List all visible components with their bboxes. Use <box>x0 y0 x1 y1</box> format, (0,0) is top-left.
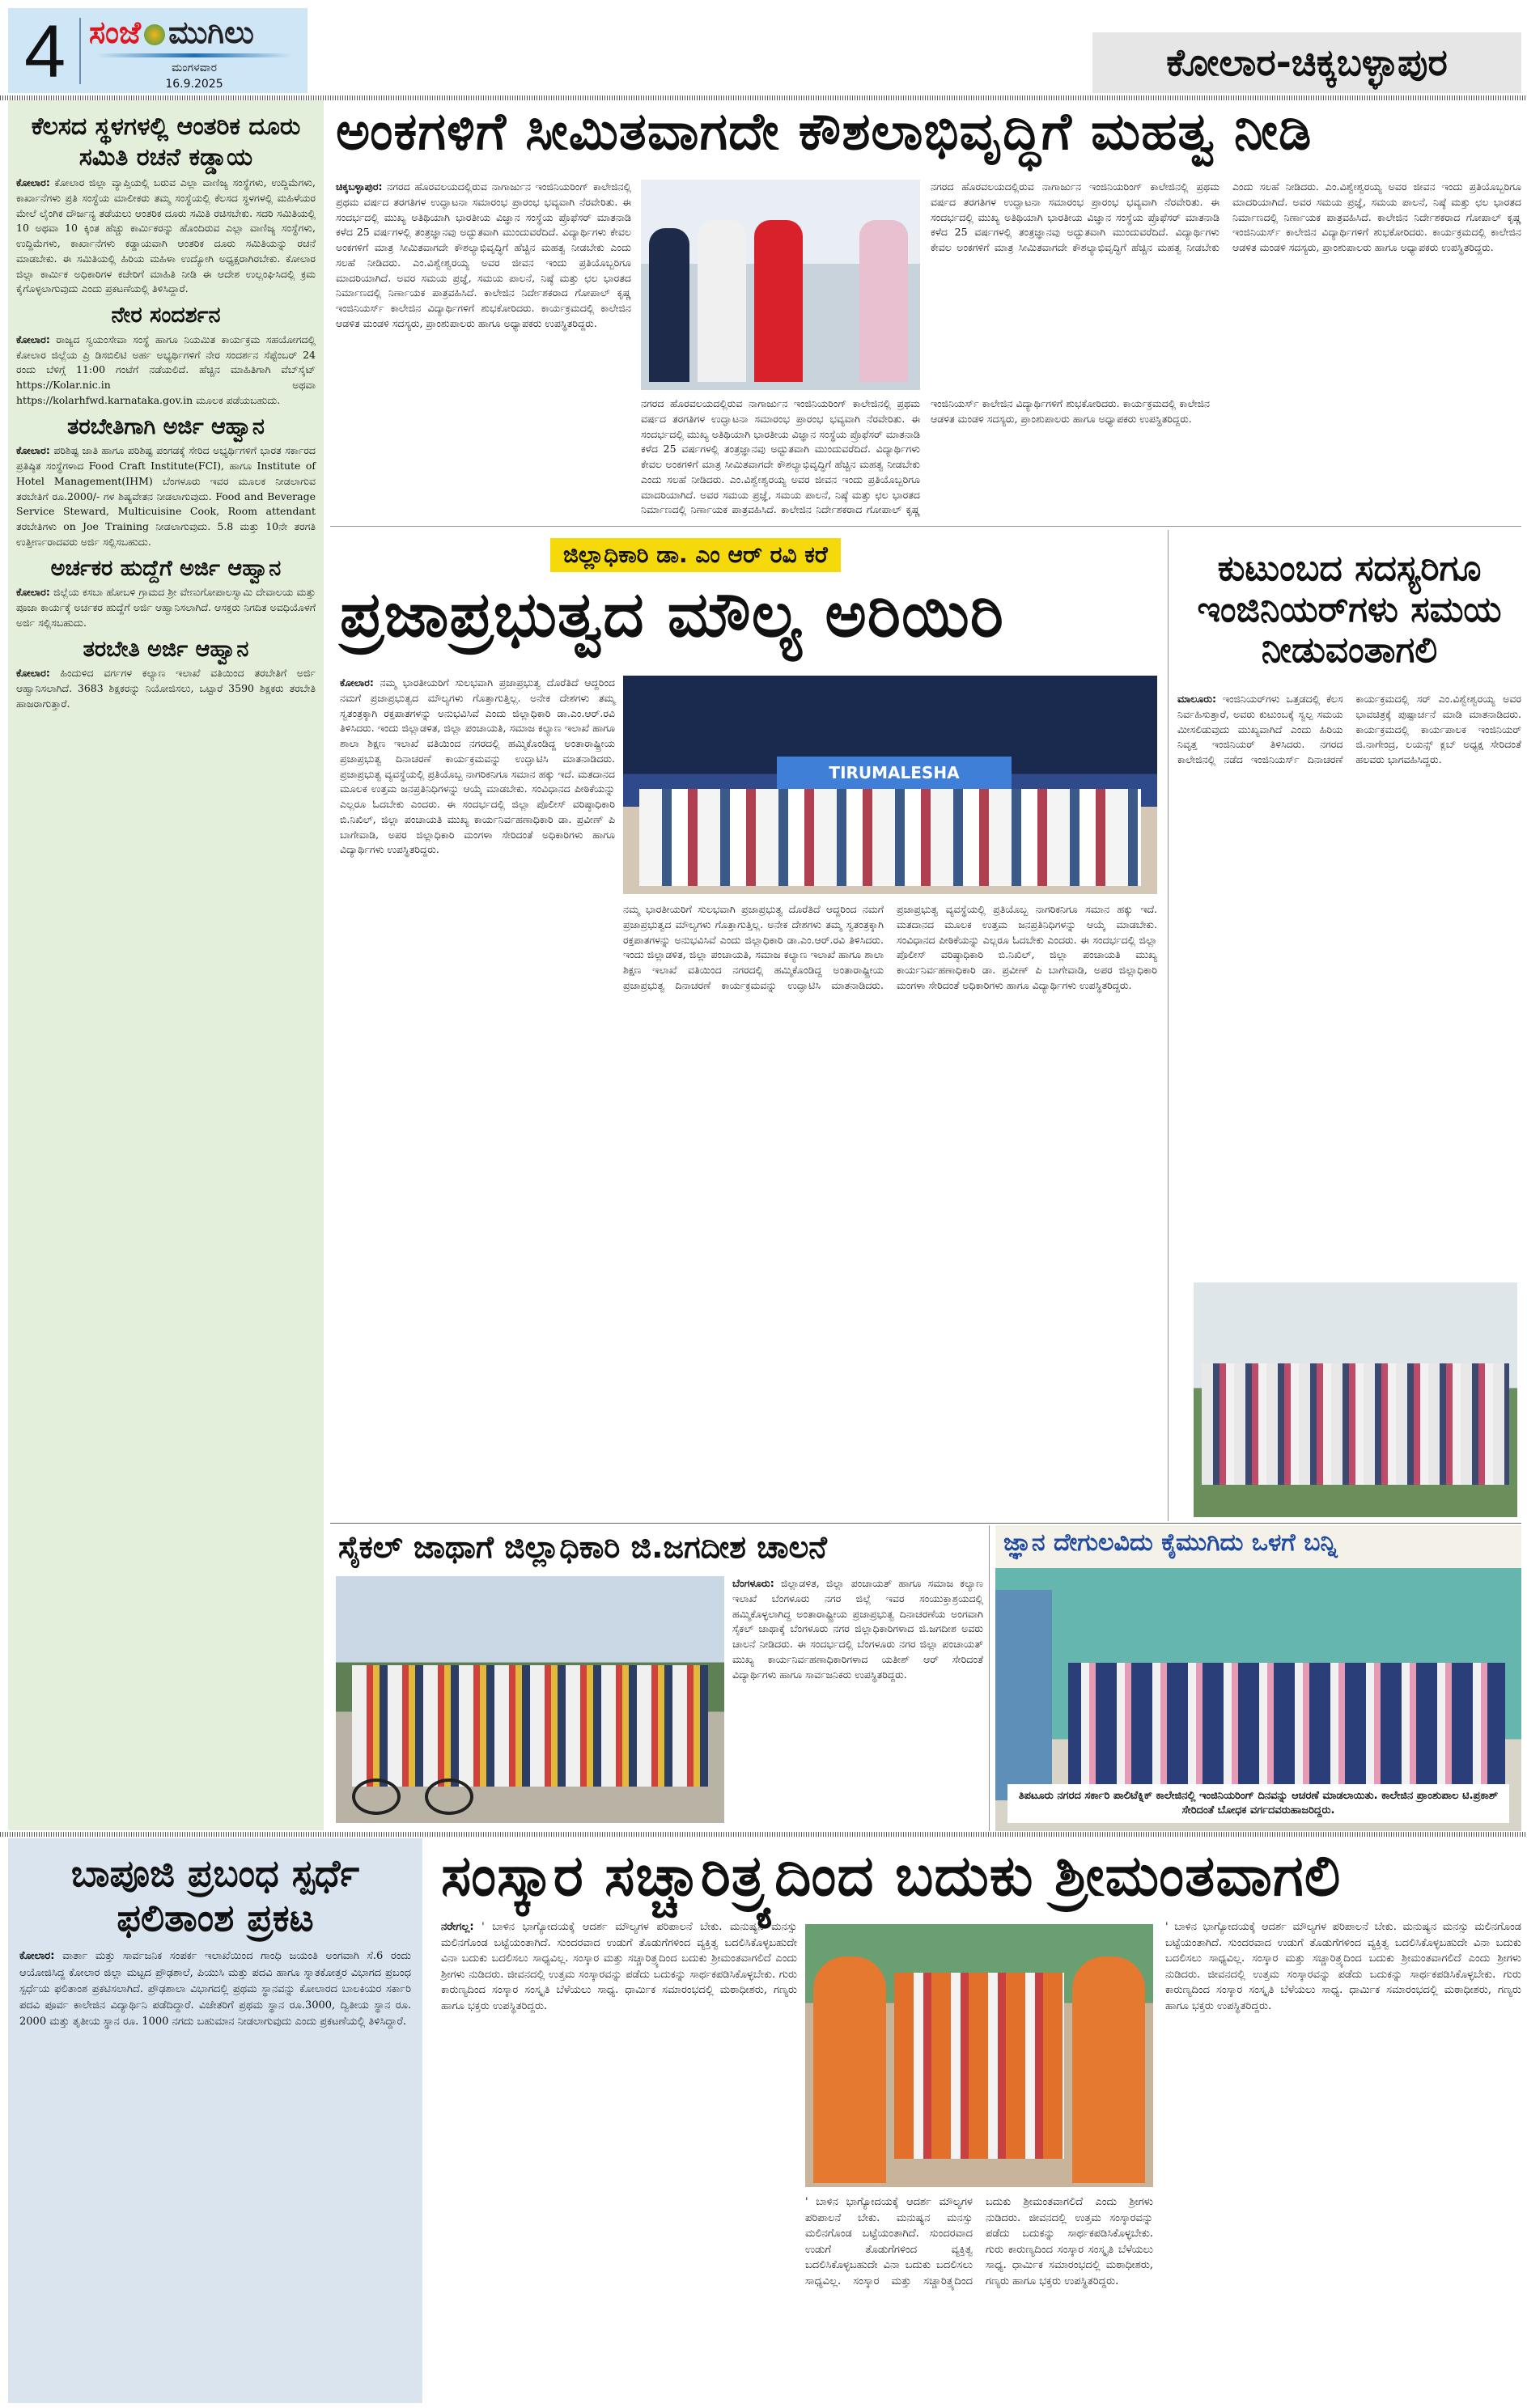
dateline: ನರೇಗಲ್ಲ: <box>441 1921 474 1933</box>
essay-story <box>8 1838 422 2403</box>
logo-right: ಮುಗಿಲು <box>168 15 254 50</box>
democracy-body-cont: ನಮ್ಮ ಭಾರತೀಯರಿಗೆ ಸುಲಭವಾಗಿ ಪ್ರಜಾಪ್ರಭುತ್ವ ದೊರೆತಿದೆ ಆದ್ದರಿಂದ ನಮಗೆ ಪ್ರಜಾಪ್ರಭುತ್ವದ ಮೌಲ್ಯಗಳು ಗೊತ್ತಾಗುತ್ತಿಲ್ಲ. ಅನೇಕ ದೇಶಗಳು ತಮ್ಮ ಸ್ವತಂತ್ರಕ್ಕಾಗಿ ರಕ್ತಪಾತಗಳನ್ನು ಅನುಭವಿಸಿವೆ ಎಂದು ಜಿಲ್ಲಾಧಿಕಾರಿ ಡಾ.ಎಂ.ಆರ್.ರವಿ ತಿಳಿಸಿದರು. ಇಂದು ಜಿಲ್ಲಾಡಳಿತ, ಜಿಲ್ಲಾ ಪಂಚಾಯತಿ, ಸಮಾಜ ಕಲ್ಯಾಣ ಇಲಾಖೆ ಹಾಗೂ ಶಾಲಾ ಶಿಕ್ಷಣ ಇಲಾಖೆ ವತಿಯಿಂದ ನಗರದಲ್ಲಿ ಹಮ್ಮಿಕೊಂಡಿದ್ದ ಅಂತಾರಾಷ್ಟ್ರೀಯ ಪ್ರಜಾಪ್ರಭುತ್ವ ದಿನಾಚರಣೆ ಕಾರ್ಯಕ್ರಮವನ್ನು ಉದ್ಘಾಟಿಸಿ ಮಾತನಾಡಿದರು. ಪ್ರಜಾಪ್ರಭುತ್ವ ವ್ಯವಸ್ಥೆಯಲ್ಲಿ ಪ್ರತಿಯೊಬ್ಬ ನಾಗರಿಕನಿಗೂ ಸಮಾನ ಹಕ್ಕು ಇದೆ. ಮತದಾನದ ಮೂಲಕ ಉತ್ತಮ ಜನಪ್ರತಿನಿಧಿಗಳನ್ನು ಆಯ್ಕೆ ಮಾಡಬೇಕು. ಸಂವಿಧಾನದ ಪೀಠಿಕೆಯನ್ನು ಎಲ್ಲರೂ ಓದಬೇಕು ಎಂದರು. ಈ ಸಂದರ್ಭದಲ್ಲಿ ಜಿಲ್ಲಾ ಪೊಲೀಸ್ ವರಿಷ್ಠಾಧಿಕಾರಿ ಬಿ.ನಿಖಿಲ್, ಜಿಲ್ಲಾ ಪಂಚಾಯತಿ ಮುಖ್ಯ ಕಾರ್ಯನಿರ್ವಹಣಾಧಿಕಾರಿ ಡಾ. ಪ್ರವೀಣ್ ಪಿ ಬಾಗೇವಾಡಿ, ಅಪರ ಜಿಲ್ಲಾಧಿಕಾರಿ ಮಂಗಳಾ ಸೇರಿದಂತೆ ಅಧಿಕಾರಿಗಳು ಹಾಗೂ ವಿದ್ಯಾರ್ಥಿಗಳು ಉಪಸ್ಥಿತರಿದ್ದರು. <box>623 903 1157 991</box>
top-story-col <box>641 396 1210 518</box>
samskara-col <box>441 1919 797 2401</box>
school-wall-banner: ಜ್ಞಾನ ದೇಗುಲವಿದು ಕೈಮುಗಿದು ಒಳಗೆ ಬನ್ನಿ <box>1003 1528 1338 1557</box>
dateline: ಕೋಲಾರ: <box>340 676 374 689</box>
photo-students-row <box>1068 1663 1505 1784</box>
dateline: ಕೋಲಾರ: <box>16 333 50 346</box>
brief-body: ಜಿಲ್ಲೆಯ ಕಸಬಾ ಹೋಬಳಿ ಗ್ರಾಮದ ಶ್ರೀ ವೇಣುಗೋಪಾಲಸ್ವಾಮಿ ದೇವಾಲಯ ಮತ್ತು ಪೂಜಾ ಕಾರ್ಯಕ್ಕೆ ಅರ್ಚಕರ ಹುದ್ದೆಗೆ ಅರ್ಜಿ ಆಹ್ವಾನಿಸಲಾಗಿದೆ. ಆಸಕ್ತರು ನಿಗದಿತ ಅವಧಿಯೊಳಗೆ ಅರ್ಜಿ ಸಲ್ಲಿಸಬಹುದು. <box>16 586 316 629</box>
essay-headline: ಬಾಪೂಜಿ ಪ್ರಬಂಧ ಸ್ಪರ್ಧೆ ಫಲಿತಾಂಶ ಪ್ರಕಟ <box>70 1851 360 1940</box>
photo-swamiji <box>1072 1956 1145 2183</box>
dateline: ಕೋಲಾರ: <box>16 667 50 680</box>
photo-person <box>649 228 689 382</box>
brief-headline: ತರಬೇತಿಗಾಗಿ ಅರ್ಜಿ ಆಹ್ವಾನ <box>67 413 265 439</box>
photo-person <box>859 220 908 382</box>
engineer-col <box>1177 692 1521 1274</box>
kicker: ಜಿಲ್ಲಾಧಿಕಾರಿ ಡಾ. ಎಂ ಆರ್ ರವಿ ಕರೆ <box>550 538 841 572</box>
samskara-col <box>805 2194 1153 2401</box>
masthead-divider <box>79 18 81 84</box>
photo-cyclists <box>352 1665 708 1787</box>
engineer-photo <box>1194 1282 1517 1517</box>
masthead-rule <box>97 53 291 57</box>
brief-article <box>16 112 316 297</box>
top-story-col <box>931 180 1521 519</box>
photo-swamiji <box>813 1956 886 2183</box>
divider <box>330 1523 1521 1524</box>
photo-speaker <box>995 1590 1052 1800</box>
top-story-body-cont: ನಗರದ ಹೊರವಲಯದಲ್ಲಿರುವ ನಾಗಾರ್ಜುನ ಇಂಜಿನಿಯರಿಂಗ್ ಕಾಲೇಜಿನಲ್ಲಿ ಪ್ರಥಮ ವರ್ಷದ ತರಗತಿಗಳ ಉದ್ಘಾಟನಾ ಸಮಾರಂಭ ಪ್ರಾರಂಭ ಭವ್ಯವಾಗಿ ನೆರವೇರಿತು. ಈ ಸಂದರ್ಭದಲ್ಲಿ ಮುಖ್ಯ ಅತಿಥಿಯಾಗಿ ಭಾರತೀಯ ವಿಜ್ಞಾನ ಸಂಸ್ಥೆಯ ಪ್ರೊಫೆಸರ್ ಮಾತನಾಡಿ ಕಳೆದ 25 ವರ್ಷಗಳಲ್ಲಿ ತಂತ್ರಜ್ಞಾನವು ಅದ್ಭುತವಾಗಿ ಮುಂದುವರೆದಿದೆ. ವಿದ್ಯಾರ್ಥಿಗಳು ಕೇವಲ ಅಂಕಗಳಿಗೆ ಮಾತ್ರ ಸೀಮಿತವಾಗದೇ ಕೌಶಲ್ಯಾಭಿವೃದ್ಧಿಗೆ ಹೆಚ್ಚಿನ ಮಹತ್ವ ನೀಡಬೇಕು ಎಂದು ಸಲಹೆ ನೀಡಿದರು. ಎಂ.ವಿಶ್ವೇಶ್ವರಯ್ಯ ಅವರ ಜೀವನ ಇಂದು ಪ್ರತಿಯೊಬ್ಬರಿಗೂ ಮಾದರಿಯಾಗಿದೆ. ಅವರ ಸಮಯ ಪ್ರಜ್ಞೆ, ಸಮಯ ಪಾಲನೆ, ನಿಷ್ಠೆ ಮತ್ತು ಛಲ ಭಾರತದ ನಿರ್ಮಾಣದಲ್ಲಿ ನಿರ್ಣಾಯಕ ಪಾತ್ರವಹಿಸಿದೆ. ಕಾಲೇಜಿನ ನಿರ್ದೇಶಕರಾದ ಗೋಪಾಲ್ ಕೃಷ್ಣ ಇಂಜಿನಿಯರ್ಸ್ ಕಾಲೇಜಿನ ವಿದ್ಯಾರ್ಥಿಗಳಿಗೆ ಶುಭಕೋರಿದರು. ಕಾರ್ಯಕ್ರಮದಲ್ಲಿ ಕಾಲೇಜಿನ ಆಡಳಿತ ಮಂಡಳಿ ಸದಸ್ಯರು, ಪ್ರಾಂಶುಪಾಲರು ಹಾಗೂ ಅಧ್ಯಾಪಕರು ಉಪಸ್ಥಿತರಿದ್ದರು. <box>641 397 1210 516</box>
photo-banner: TIRUMALESHA <box>777 757 1012 789</box>
dateline: ಮಾಲೂರು: <box>1177 693 1216 705</box>
samskara-body-cont: ' ಬಾಳಿನ ಭಾಗ್ಯೋದಯಕ್ಕೆ ಆದರ್ಶ ಮೌಲ್ಯಗಳ ಪರಿಪಾಲನೆ ಬೇಕು. ಮನುಷ್ಯನ ಮನಸ್ಸು ಮಲಿನಗೊಂಡ ಬಟ್ಟೆಯಂತಾಗಿದೆ. ಸುಂದರವಾದ ಉಡುಗೆ ತೊಡುಗೆಗಳಿಂದ ವ್ಯಕ್ತಿತ್ವ ಬದಲಿಸಿಕೊಳ್ಳಬಹುದೇ ವಿನಾ ಬದುಕು ಬದಲಿಸಲು ಸಾಧ್ಯವಿಲ್ಲ. ಸಂಸ್ಕಾರ ಮತ್ತು ಸಚ್ಚಾರಿತ್ರ್ಯದಿಂದ ಬದುಕು ಶ್ರೀಮಂತವಾಗಲಿದೆ ಎಂದು ಶ್ರೀಗಳು ನುಡಿದರು. ಜೀವನದಲ್ಲಿ ಉತ್ತಮ ಸಂಸ್ಕಾರವನ್ನು ಪಡೆದು ಬದುಕನ್ನು ಸಾರ್ಥಕಪಡಿಸಿಕೊಳ್ಳಬೇಕು. ಗುರು ಕಾರುಣ್ಯದಿಂದ ಸಂಸ್ಕಾರ ಸಂಸ್ಕೃತಿ ಬೆಳೆಯಲು ಸಾಧ್ಯ. ಧಾರ್ಮಿಕ ಸಮಾರಂಭದಲ್ಲಿ ಮಠಾಧೀಶರು, ಗಣ್ಯರು ಹಾಗೂ ಭಕ್ತರು ಉಪಸ್ಥಿತರಿದ್ದರು. <box>805 2196 1153 2287</box>
photo-people-row <box>639 789 1141 886</box>
brief-article <box>16 555 316 631</box>
photo-person <box>754 220 803 382</box>
cycle-col <box>732 1576 983 1827</box>
page-number: 4 <box>24 11 66 93</box>
cycle-body: ಜಿಲ್ಲಾಡಳಿತ, ಜಿಲ್ಲಾ ಪಂಚಾಯತ್ ಹಾಗೂ ಸಮಾಜ ಕಲ್ಯಾಣ ಇಲಾಖೆ ಬೆಂಗಳೂರು ನಗರ ಜಿಲ್ಲೆ ಇವರ ಸಂಯುಕ್ತಾಶ್ರಯದಲ್ಲಿ ಹಮ್ಮಿಕೊಳ್ಳಲಾಗಿದ್ದ ಅಂತಾರಾಷ್ಟ್ರೀಯ ಪ್ರಜಾಪ್ರಭುತ್ವ ದಿನಾಚರಣೆಯ ಅಂಗವಾಗಿ ಸೈಕಲ್ ಜಾಥಾಕ್ಕೆ ಬೆಂಗಳೂರು ನಗರ ಜಿಲ್ಲಾಧಿಕಾರಿಗಳಾದ ಜಿ.ಜಗದೀಶ ಅವರು ಚಾಲನೆ ನೀಡಿದರು. ಈ ಸಂದರ್ಭದಲ್ಲಿ ಬೆಂಗಳೂರು ನಗರ ಜಿಲ್ಲಾ ಪಂಚಾಯತ್ ಮುಖ್ಯ ಕಾರ್ಯನಿರ್ವಹಣಾಧಿಕಾರಿಗಳಾದ ಯತೀಶ್ ಆರ್ ಸೇರಿದಂತೆ ವಿದ್ಯಾರ್ಥಿಗಳು ಹಾಗೂ ಸಾರ್ವಜನಿಕರು ಉಪಸ್ಥಿತರಿದ್ದರು. <box>732 1577 983 1681</box>
photo-people-row <box>894 1973 1064 2159</box>
democracy-body: ನಮ್ಮ ಭಾರತೀಯರಿಗೆ ಸುಲಭವಾಗಿ ಪ್ರಜಾಪ್ರಭುತ್ವ ದೊರೆತಿದೆ ಆದ್ದರಿಂದ ನಮಗೆ ಪ್ರಜಾಪ್ರಭುತ್ವದ ಮೌಲ್ಯಗಳು ಗೊತ್ತಾಗುತ್ತಿಲ್ಲ. ಅನೇಕ ದೇಶಗಳು ತಮ್ಮ ಸ್ವತಂತ್ರಕ್ಕಾಗಿ ರಕ್ತಪಾತಗಳನ್ನು ಅನುಭವಿಸಿವೆ ಎಂದು ಜಿಲ್ಲಾಧಿಕಾರಿ ಡಾ.ಎಂ.ಆರ್.ರವಿ ತಿಳಿಸಿದರು. ಇಂದು ಜಿಲ್ಲಾಡಳಿತ, ಜಿಲ್ಲಾ ಪಂಚಾಯತಿ, ಸಮಾಜ ಕಲ್ಯಾಣ ಇಲಾಖೆ ಹಾಗೂ ಶಾಲಾ ಶಿಕ್ಷಣ ಇಲಾಖೆ ವತಿಯಿಂದ ನಗರದಲ್ಲಿ ಹಮ್ಮಿಕೊಂಡಿದ್ದ ಅಂತಾರಾಷ್ಟ್ರೀಯ ಪ್ರಜಾಪ್ರಭುತ್ವ ದಿನಾಚರಣೆ ಕಾರ್ಯಕ್ರಮವನ್ನು ಉದ್ಘಾಟಿಸಿ ಮಾತನಾಡಿದರು. ಪ್ರಜಾಪ್ರಭುತ್ವ ವ್ಯವಸ್ಥೆಯಲ್ಲಿ ಪ್ರತಿಯೊಬ್ಬ ನಾಗರಿಕನಿಗೂ ಸಮಾನ ಹಕ್ಕು ಇದೆ. ಮತದಾನದ ಮೂಲಕ ಉತ್ತಮ ಜನಪ್ರತಿನಿಧಿಗಳನ್ನು ಆಯ್ಕೆ ಮಾಡಬೇಕು. ಸಂವಿಧಾನದ ಪೀಠಿಕೆಯನ್ನು ಎಲ್ಲರೂ ಓದಬೇಕು ಎಂದರು. ಈ ಸಂದರ್ಭದಲ್ಲಿ ಜಿಲ್ಲಾ ಪೊಲೀಸ್ ವರಿಷ್ಠಾಧಿಕಾರಿ ಬಿ.ನಿಖಿಲ್, ಜಿಲ್ಲಾ ಪಂಚಾಯತಿ ಮುಖ್ಯ ಕಾರ್ಯನಿರ್ವಹಣಾಧಿಕಾರಿ ಡಾ. ಪ್ರವೀಣ್ ಪಿ ಬಾಗೇವಾಡಿ, ಅಪರ ಜಿಲ್ಲಾಧಿಕಾರಿ ಮಂಗಳಾ ಸೇರಿದಂತೆ ಅಧಿಕಾರಿಗಳು ಹಾಗೂ ವಿದ್ಯಾರ್ಥಿಗಳು ಉಪಸ್ಥಿತರಿದ್ದರು. <box>340 676 615 856</box>
democracy-photo <box>623 676 1157 894</box>
dateline: ಕೋಲಾರ: <box>16 586 50 599</box>
brief-body: ರಾಜ್ಯದ ಸ್ವಯಂಸೇವಾ ಸಂಸ್ಥೆ ಹಾಗೂ ನಿಯಮಿತ ಕಾರ್ಯಕ್ರಮ ಸಹಯೋಗದಲ್ಲಿ ಕೋಲಾರ ಜಿಲ್ಲೆಯ ಪ್ರಿ ಡಿಸಬಿಲಿಟಿ ಅರ್ಹ ಅಭ್ಯರ್ಥಿಗಳಿಗೆ ನೇರ ಸಂದರ್ಶನ ಸೆಪ್ಟೆಂಬರ್ 24 ರಂದು ಬೆಳಿಗ್ಗೆ 11:00 ಗಂಟೆಗೆ ನಡೆಯಲಿದೆ. ಹೆಚ್ಚಿನ ಮಾಹಿತಿಗಾಗಿ ವೆಬ್‌ಸೈಟ್ https://Kolar.nic.in ಅಥವಾ https://kolarhfwd.karnataka.gov.in ಮೂಲಕ ಪಡೆಯಬಹುದು. <box>16 333 316 406</box>
section-rule <box>0 1832 1527 1837</box>
photo-people-row <box>1202 1363 1509 1485</box>
bicycle-wheel <box>425 1778 473 1815</box>
dateline: ಬೆಂಗಳೂರು: <box>732 1577 774 1589</box>
divider <box>989 1525 990 1831</box>
newspaper-logo <box>89 15 254 51</box>
engineer-headline: ಕುಟುಂಬದ ಸದಸ್ಯರಿಗೂ ಇಂಜಿನಿಯರ್‌ಗಳು ಸಮಯ ನೀಡುವಂತಾಗಲಿ <box>1197 548 1502 672</box>
democracy-col <box>623 902 1157 1517</box>
samskara-body-cont: ' ಬಾಳಿನ ಭಾಗ್ಯೋದಯಕ್ಕೆ ಆದರ್ಶ ಮೌಲ್ಯಗಳ ಪರಿಪಾಲನೆ ಬೇಕು. ಮನುಷ್ಯನ ಮನಸ್ಸು ಮಲಿನಗೊಂಡ ಬಟ್ಟೆಯಂತಾಗಿದೆ. ಸುಂದರವಾದ ಉಡುಗೆ ತೊಡುಗೆಗಳಿಂದ ವ್ಯಕ್ತಿತ್ವ ಬದಲಿಸಿಕೊಳ್ಳಬಹುದೇ ವಿನಾ ಬದುಕು ಬದಲಿಸಲು ಸಾಧ್ಯವಿಲ್ಲ. ಸಂಸ್ಕಾರ ಮತ್ತು ಸಚ್ಚಾರಿತ್ರ್ಯದಿಂದ ಬದುಕು ಶ್ರೀಮಂತವಾಗಲಿದೆ ಎಂದು ಶ್ರೀಗಳು ನುಡಿದರು. ಜೀವನದಲ್ಲಿ ಉತ್ತಮ ಸಂಸ್ಕಾರವನ್ನು ಪಡೆದು ಬದುಕನ್ನು ಸಾರ್ಥಕಪಡಿಸಿಕೊಳ್ಳಬೇಕು. ಗುರು ಕಾರುಣ್ಯದಿಂದ ಸಂಸ್ಕಾರ ಸಂಸ್ಕೃತಿ ಬೆಳೆಯಲು ಸಾಧ್ಯ. ಧಾರ್ಮಿಕ ಸಮಾರಂಭದಲ್ಲಿ ಮಠಾಧೀಶರು, ಗಣ್ಯರು ಹಾಗೂ ಭಕ್ತರು ಉಪಸ್ಥಿತರಿದ್ದರು. <box>1165 1921 1521 2012</box>
brief-body: ಪರಿಶಿಷ್ಟ ಜಾತಿ ಹಾಗೂ ಪರಿಶಿಷ್ಟ ಪಂಗಡಕ್ಕೆ ಸೇರಿದ ಅಭ್ಯರ್ಥಿಗಳಿಗೆ ಭಾರತ ಸರ್ಕಾರದ ಪ್ರತಿಷ್ಠಿತ ಸಂಸ್ಥೆಗಳಾದ Food Craft Institute(FCI), ಹಾಗೂ Institute of Hotel Management(IHM) ಬೆಂಗಳೂರು ಇವರ ಮೂಲಕ ನೀಡಲಾಗುವ ತರಬೇತಿಗೆ ರೂ.2000/- ಗಳ ಶಿಷ್ಯವೇತನ ನೀಡಲಾಗುವುದು. Food and Beverage Service Steward, Multicuisine Cook, Room attendant ತರಬೇತಿಗಳು on Joe Training ನೀಡಲಾಗುವುದು. 5.8 ಮತ್ತು 10ನೇ ತರಗತಿ ಉತ್ತೀರ್ಣರಾದವರು ಅರ್ಜಿ ಸಲ್ಲಿಸಬಹುದು. <box>16 444 316 548</box>
school-photo <box>995 1525 1521 1831</box>
dateline: ಕೋಲಾರ: <box>16 444 50 457</box>
divider <box>330 526 1521 527</box>
brief-headline: ಕೆಲಸದ ಸ್ಥಳಗಳಲ್ಲಿ ಆಂತರಿಕ ದೂರು ಸಮಿತಿ ರಚನೆ ಕಡ್ಡಾಯ <box>31 112 301 172</box>
brief-body: ಹಿಂದುಳಿದ ವರ್ಗಗಳ ಕಲ್ಯಾಣ ಇಲಾಖೆ ವತಿಯಿಂದ ತರಬೇತಿಗೆ ಅರ್ಜಿ ಆಹ್ವಾನಿಸಲಾಗಿದೆ. 3683 ಶಿಕ್ಷಕರನ್ನು ನಿಯೋಜಿಸಲು, ಒಟ್ಟಾರೆ 3590 ಶಿಕ್ಷಕರು ತರಬೇತಿ ಹಾಜರಾಗುತ್ತಾರೆ. <box>16 667 316 710</box>
samskara-body: ' ಬಾಳಿನ ಭಾಗ್ಯೋದಯಕ್ಕೆ ಆದರ್ಶ ಮೌಲ್ಯಗಳ ಪರಿಪಾಲನೆ ಬೇಕು. ಮನುಷ್ಯನ ಮನಸ್ಸು ಮಲಿನಗೊಂಡ ಬಟ್ಟೆಯಂತಾಗಿದೆ. ಸುಂದರವಾದ ಉಡುಗೆ ತೊಡುಗೆಗಳಿಂದ ವ್ಯಕ್ತಿತ್ವ ಬದಲಿಸಿಕೊಳ್ಳಬಹುದೇ ವಿನಾ ಬದುಕು ಬದಲಿಸಲು ಸಾಧ್ಯವಿಲ್ಲ. ಸಂಸ್ಕಾರ ಮತ್ತು ಸಚ್ಚಾರಿತ್ರ್ಯದಿಂದ ಬದುಕು ಶ್ರೀಮಂತವಾಗಲಿದೆ ಎಂದು ಶ್ರೀಗಳು ನುಡಿದರು. ಜೀವನದಲ್ಲಿ ಉತ್ತಮ ಸಂಸ್ಕಾರವನ್ನು ಪಡೆದು ಬದುಕನ್ನು ಸಾರ್ಥಕಪಡಿಸಿಕೊಳ್ಳಬೇಕು. ಗುರು ಕಾರುಣ್ಯದಿಂದ ಸಂಸ್ಕಾರ ಸಂಸ್ಕೃತಿ ಬೆಳೆಯಲು ಸಾಧ್ಯ. ಧಾರ್ಮಿಕ ಸಮಾರಂಭದಲ್ಲಿ ಮಠಾಧೀಶರು, ಗಣ್ಯರು ಹಾಗೂ ಭಕ್ತರು ಉಪಸ್ಥಿತರಿದ್ದರು. <box>441 1921 797 2012</box>
photo-person <box>698 220 746 382</box>
samskara-photo <box>805 1924 1153 2187</box>
issue-day: ಮಂಗಳವಾರ <box>171 61 218 74</box>
dateline: ಚಿಕ್ಕಬಳ್ಳಾಪುರ: <box>336 180 383 193</box>
dateline: ಕೋಲಾರ: <box>19 1950 55 1963</box>
dateline: ಕೋಲಾರ: <box>16 176 50 189</box>
logo-left: ಸಂಜೆ <box>89 15 142 50</box>
sun-icon <box>144 24 165 45</box>
brief-article <box>16 413 316 550</box>
cycle-photo <box>336 1576 724 1823</box>
democracy-col <box>340 676 615 1517</box>
masthead <box>8 8 308 93</box>
school-photo-caption: ತಿಪಟೂರು ನಗರದ ಸರ್ಕಾರಿ ಪಾಲಿಟೆಕ್ನಿಕ್ ಕಾಲೇಜಿನಲ್ಲಿ ಇಂಜಿನಿಯರಿಂಗ್ ದಿನವನ್ನು ಆಚರಣೆ ಮಾಡಲಾಯಿತು. ಕಾಲೇಜಿನ ಪ್ರಾಂಶುಪಾಲ ಟಿ.ಪ್ರಕಾಶ್ ಸೇರಿದಂತೆ ಬೋಧಕ ವರ್ಗದವರುಹಾಜರಿದ್ದರು. <box>1007 1784 1509 1823</box>
democracy-headline: ಪ್ರಜಾಪ್ರಭುತ್ವದ ಮೌಲ್ಯ ಅರಿಯಿರಿ <box>340 579 1004 651</box>
bicycle-wheel <box>352 1778 401 1815</box>
brief-headline: ಅರ್ಚಕರ ಹುದ್ದೆಗೆ ಅರ್ಜಿ ಆಹ್ವಾನ <box>50 555 282 581</box>
top-story-photo <box>641 180 920 390</box>
section-label: ಕೋಲಾರ-ಚಿಕ್ಕಬಳ್ಳಾಪುರ <box>1092 32 1521 93</box>
brief-article <box>16 636 316 712</box>
essay-body: ವಾರ್ತಾ ಮತ್ತು ಸಾರ್ವಜನಿಕ ಸಂಪರ್ಕ ಇಲಾಖೆಯಿಂದ ಗಾಂಧಿ ಜಯಂತಿ ಅಂಗವಾಗಿ ಸೆ.6 ರಂದು ಆಯೋಜಿಸಿದ್ದ ಕೋಲಾರ ಜಿಲ್ಲಾ ಮಟ್ಟದ ಪ್ರೌಢಶಾಲೆ, ಪಿಯುಸಿ ಮತ್ತು ಪದವಿ ಹಾಗೂ ಸ್ನಾತಕೋತ್ತರ ವಿಭಾಗದ ಪ್ರಬಂಧ ಸ್ಪರ್ಧೆಯ ಫಲಿತಾಂಶ ಪ್ರಕಟಿಸಲಾಗಿದೆ. ಪ್ರೌಢಶಾಲಾ ವಿಭಾಗದಲ್ಲಿ ಪ್ರಥಮ ಸ್ಥಾನವನ್ನು ಕೋಲಾರದ ಬಾಲಕಿಯರ ಸರ್ಕಾರಿ ಪದವಿ ಪೂರ್ವ ಕಾಲೇಜಿನ ವಿದ್ಯಾರ್ಥಿನಿ ಪಡೆದಿದ್ದಾರೆ. ವಿಜೇತರಿಗೆ ಪ್ರಥಮ ಸ್ಥಾನ ರೂ.3000, ದ್ವಿತೀಯ ಸ್ಥಾನ ರೂ. 2000 ಮತ್ತು ತೃತೀಯ ಸ್ಥಾನ ರೂ. 1000 ನಗದು ಬಹುಮಾನ ನೀಡಲಾಗುವುದು ಎಂದು ಪ್ರಕಟಣೆಯಲ್ಲಿ ತಿಳಿಸಿದ್ದಾರೆ. <box>19 1950 411 2028</box>
samskara-col <box>1165 1919 1521 2401</box>
top-story <box>336 104 1521 160</box>
brief-headline: ತರಬೇತಿ ಅರ್ಜಿ ಆಹ್ವಾನ <box>83 636 249 662</box>
issue-date: 16.9.2025 <box>165 78 223 91</box>
engineer-body: ಇಂಜಿನಿಯರ್‌ಗಳು ಒತ್ತಡದಲ್ಲಿ ಕೆಲಸ ನಿರ್ವಹಿಸುತ್ತಾರೆ, ಅವರು ಕುಟುಂಬಕ್ಕೆ ಸ್ವಲ್ಪ ಸಮಯ ಮೀಸಲಿಡುವುದು ಮುಖ್ಯವಾಗಿದೆ ಎಂದು ಹಿರಿಯ ನಿವೃತ್ತ ಇಂಜಿನಿಯರ್ ತಿಳಿಸಿದರು. ನಗರದ ಕಾಲೇಜಿನಲ್ಲಿ ನಡೆದ ಇಂಜಿನಿಯರ್ಸ್ ದಿನಾಚರಣೆ ಕಾರ್ಯಕ್ರಮದಲ್ಲಿ ಸರ್ ಎಂ.ವಿಶ್ವೇಶ್ವರಯ್ಯ ಅವರ ಭಾವಚಿತ್ರಕ್ಕೆ ಪುಷ್ಪಾರ್ಚನೆ ಮಾಡಿ ಮಾತನಾಡಿದರು. ಕಾರ್ಯಕ್ರಮದಲ್ಲಿ ಕಾರ್ಯಪಾಲಕ ಇಂಜಿನಿಯರ್ ಜಿ.ನಾಗೇಂದ್ರ, ಲಯನ್ಸ್ ಕ್ಲಬ್ ಅಧ್ಯಕ್ಷ ಸೇರಿದಂತೆ ಹಲವರು ಭಾಗವಹಿಸಿದ್ದರು. <box>1177 693 1521 765</box>
brief-article <box>16 302 316 409</box>
brief-headline: ನೇರ ಸಂದರ್ಶನ <box>111 303 221 328</box>
samskara-headline: ಸಂಸ್ಕಾರ ಸಚ್ಚಾರಿತ್ರ್ಯದಿಂದ ಬದುಕು ಶ್ರೀಮಂತವಾಗಲಿ <box>441 1842 1342 1909</box>
cycle-headline: ಸೈಕಲ್ ಜಾಥಾಗೆ ಜಿಲ್ಲಾಧಿಕಾರಿ ಜಿ.ಜಗದೀಶ ಚಾಲನೆ <box>338 1529 827 1565</box>
top-story-col <box>336 180 631 519</box>
brief-body: ಕೋಲಾರ ಜಿಲ್ಲಾ ವ್ಯಾಪ್ತಿಯಲ್ಲಿ ಬರುವ ಎಲ್ಲಾ ವಾಣಿಜ್ಯ ಸಂಸ್ಥೆಗಳು, ಉದ್ದಿಮೆಗಳು, ಕಾರ್ಖಾನೆಗಳು ಪ್ರತಿ ಸಂಸ್ಥೆಯ ಮಾಲೀಕರು ತಮ್ಮ ಸಂಸ್ಥೆಯಲ್ಲಿ ಕೆಲಸದ ಸ್ಥಳಗಳಲ್ಲಿ ಮಹಿಳೆಯರ ಮೇಲೆ ಲೈಂಗಿಕ ದೌರ್ಜನ್ಯ ತಡೆಯಲು ಆಂತರಿಕ ದೂರು ಸಮಿತಿ ರಚಿಸಬೇಕು. ಸದರಿ ಸಮಿತಿಯಲ್ಲಿ 10 ಅಥವಾ 10 ಕ್ಕಿಂತ ಹೆಚ್ಚು ಕಾರ್ಮಿಕರನ್ನು ಹೊಂದಿರುವ ಎಲ್ಲಾ ವಾಣಿಜ್ಯ ಸಂಸ್ಥೆಗಳು, ಉದ್ದಿಮೆಗಳು, ಕಾರ್ಖಾನೆಗಳು ಕಡ್ಡಾಯವಾಗಿ ಆಂತರಿಕ ದೂರು ಸಮಿತಿಯನ್ನು ರಚನೆ ಮಾಡಬೇಕು. ಈ ಸಮಿತಿಯಲ್ಲಿ ಹಿರಿಯ ಮಹಿಳಾ ಉದ್ಯೋಗಿ ಅಧ್ಯಕ್ಷರಾಗಿರಬೇಕು. ಕೋಲಾರ ಜಿಲ್ಲಾ ಕಾರ್ಮಿಕ ಅಧಿಕಾರಿಗಳ ಕಚೇರಿಗೆ ಮಾಹಿತಿ ನೀಡಿ ಈ ಆದೇಶ ಉಲ್ಲಂಘಿಸಿದಲ್ಲಿ ಕ್ರಮ ಕೈಗೊಳ್ಳಲಾಗುವುದು ಎಂದು ಪ್ರಕಟಣೆಯಲ್ಲಿ ತಿಳಿಸಿದ್ದಾರೆ. <box>16 176 316 295</box>
sidebar-briefs <box>8 100 324 1830</box>
top-story-body-cont: ನಗರದ ಹೊರವಲಯದಲ್ಲಿರುವ ನಾಗಾರ್ಜುನ ಇಂಜಿನಿಯರಿಂಗ್ ಕಾಲೇಜಿನಲ್ಲಿ ಪ್ರಥಮ ವರ್ಷದ ತರಗತಿಗಳ ಉದ್ಘಾಟನಾ ಸಮಾರಂಭ ಪ್ರಾರಂಭ ಭವ್ಯವಾಗಿ ನೆರವೇರಿತು. ಈ ಸಂದರ್ಭದಲ್ಲಿ ಮುಖ್ಯ ಅತಿಥಿಯಾಗಿ ಭಾರತೀಯ ವಿಜ್ಞಾನ ಸಂಸ್ಥೆಯ ಪ್ರೊಫೆಸರ್ ಮಾತನಾಡಿ ಕಳೆದ 25 ವರ್ಷಗಳಲ್ಲಿ ತಂತ್ರಜ್ಞಾನವು ಅದ್ಭುತವಾಗಿ ಮುಂದುವರೆದಿದೆ. ವಿದ್ಯಾರ್ಥಿಗಳು ಕೇವಲ ಅಂಕಗಳಿಗೆ ಮಾತ್ರ ಸೀಮಿತವಾಗದೇ ಕೌಶಲ್ಯಾಭಿವೃದ್ಧಿಗೆ ಹೆಚ್ಚಿನ ಮಹತ್ವ ನೀಡಬೇಕು ಎಂದು ಸಲಹೆ ನೀಡಿದರು. ಎಂ.ವಿಶ್ವೇಶ್ವರಯ್ಯ ಅವರ ಜೀವನ ಇಂದು ಪ್ರತಿಯೊಬ್ಬರಿಗೂ ಮಾದರಿಯಾಗಿದೆ. ಅವರ ಸಮಯ ಪ್ರಜ್ಞೆ, ಸಮಯ ಪಾಲನೆ, ನಿಷ್ಠೆ ಮತ್ತು ಛಲ ಭಾರತದ ನಿರ್ಮಾಣದಲ್ಲಿ ನಿರ್ಣಾಯಕ ಪಾತ್ರವಹಿಸಿದೆ. ಕಾಲೇಜಿನ ನಿರ್ದೇಶಕರಾದ ಗೋಪಾಲ್ ಕೃಷ್ಣ ಇಂಜಿನಿಯರ್ಸ್ ಕಾಲೇಜಿನ ವಿದ್ಯಾರ್ಥಿಗಳಿಗೆ ಶುಭಕೋರಿದರು. ಕಾರ್ಯಕ್ರಮದಲ್ಲಿ ಕಾಲೇಜಿನ ಆಡಳಿತ ಮಂಡಳಿ ಸದಸ್ಯರು, ಪ್ರಾಂಶುಪಾಲರು ಹಾಗೂ ಅಧ್ಯಾಪಕರು ಉಪಸ್ಥಿತರಿದ್ದರು. <box>931 180 1521 253</box>
top-story-headline: ಅಂಕಗಳಿಗೆ ಸೀಮಿತವಾಗದೇ ಕೌಶಲಾಭಿವೃದ್ಧಿಗೆ ಮಹತ್ವ ನೀಡಿ <box>336 102 1313 162</box>
divider <box>1168 530 1169 1521</box>
top-story-body: ನಗರದ ಹೊರವಲಯದಲ್ಲಿರುವ ನಾಗಾರ್ಜುನ ಇಂಜಿನಿಯರಿಂಗ್ ಕಾಲೇಜಿನಲ್ಲಿ ಪ್ರಥಮ ವರ್ಷದ ತರಗತಿಗಳ ಉದ್ಘಾಟನಾ ಸಮಾರಂಭ ಪ್ರಾರಂಭ ಭವ್ಯವಾಗಿ ನೆರವೇರಿತು. ಈ ಸಂದರ್ಭದಲ್ಲಿ ಮುಖ್ಯ ಅತಿಥಿಯಾಗಿ ಭಾರತೀಯ ವಿಜ್ಞಾನ ಸಂಸ್ಥೆಯ ಪ್ರೊಫೆಸರ್ ಮಾತನಾಡಿ ಕಳೆದ 25 ವರ್ಷಗಳಲ್ಲಿ ತಂತ್ರಜ್ಞಾನವು ಅದ್ಭುತವಾಗಿ ಮುಂದುವರೆದಿದೆ. ವಿದ್ಯಾರ್ಥಿಗಳು ಕೇವಲ ಅಂಕಗಳಿಗೆ ಮಾತ್ರ ಸೀಮಿತವಾಗದೇ ಕೌಶಲ್ಯಾಭಿವೃದ್ಧಿಗೆ ಹೆಚ್ಚಿನ ಮಹತ್ವ ನೀಡಬೇಕು ಎಂದು ಸಲಹೆ ನೀಡಿದರು. ಎಂ.ವಿಶ್ವೇಶ್ವರಯ್ಯ ಅವರ ಜೀವನ ಇಂದು ಪ್ರತಿಯೊಬ್ಬರಿಗೂ ಮಾದರಿಯಾಗಿದೆ. ಅವರ ಸಮಯ ಪ್ರಜ್ಞೆ, ಸಮಯ ಪಾಲನೆ, ನಿಷ್ಠೆ ಮತ್ತು ಛಲ ಭಾರತದ ನಿರ್ಮಾಣದಲ್ಲಿ ನಿರ್ಣಾಯಕ ಪಾತ್ರವಹಿಸಿದೆ. ಕಾಲೇಜಿನ ನಿರ್ದೇಶಕರಾದ ಗೋಪಾಲ್ ಕೃಷ್ಣ ಇಂಜಿನಿಯರ್ಸ್ ಕಾಲೇಜಿನ ವಿದ್ಯಾರ್ಥಿಗಳಿಗೆ ಶುಭಕೋರಿದರು. ಕಾರ್ಯಕ್ರಮದಲ್ಲಿ ಕಾಲೇಜಿನ ಆಡಳಿತ ಮಂಡಳಿ ಸದಸ್ಯರು, ಪ್ರಾಂಶುಪಾಲರು ಹಾಗೂ ಅಧ್ಯಾಪಕರು ಉಪಸ್ಥಿತರಿದ್ದರು. <box>336 180 631 329</box>
